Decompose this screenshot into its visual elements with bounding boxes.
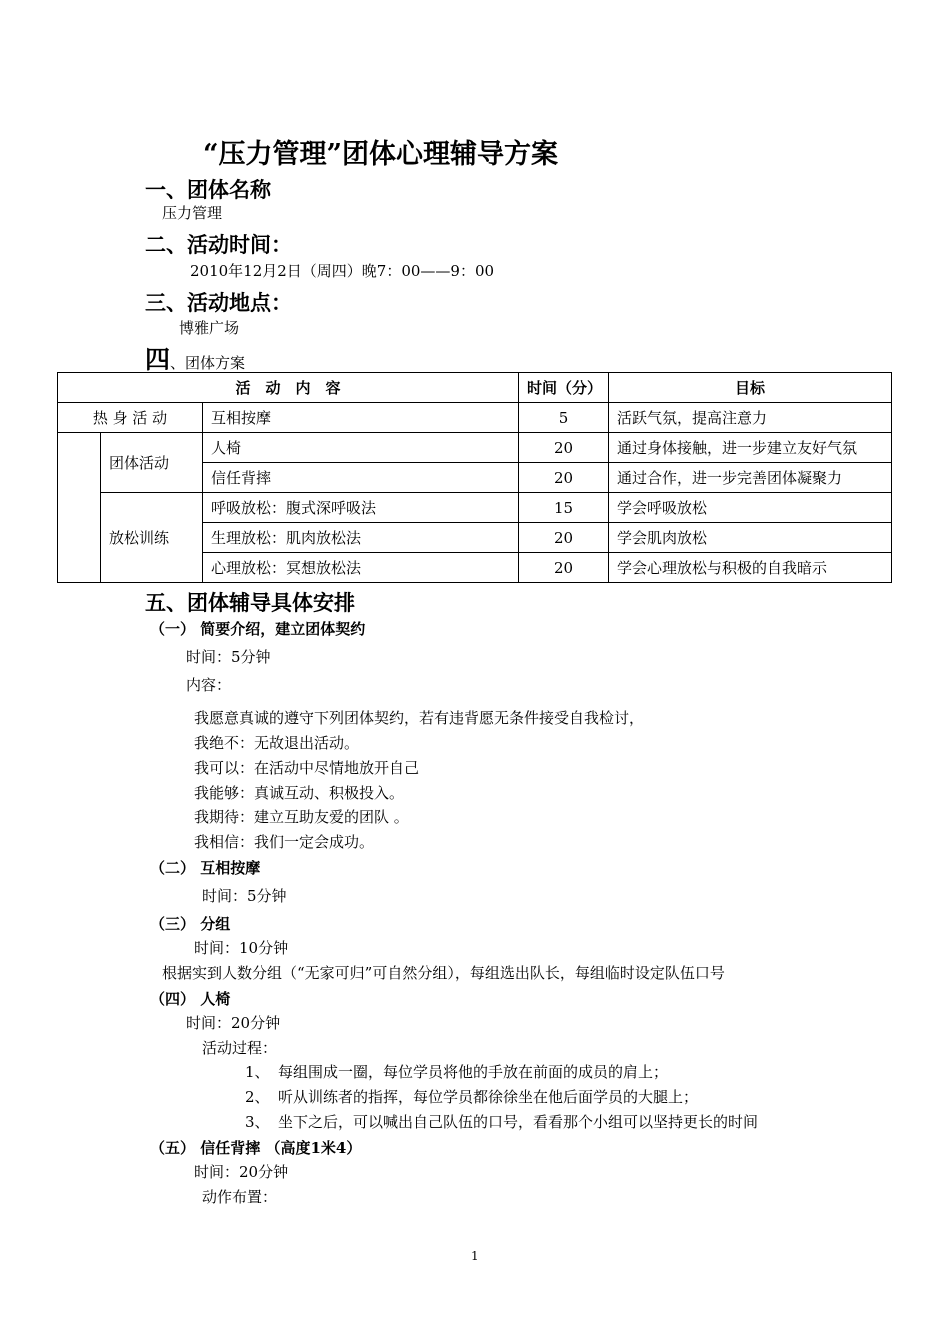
part-1-time: 时间：5分钟	[186, 648, 271, 666]
part-2-heading: （二） 互相按摩	[150, 859, 261, 877]
part-4-time: 时间：20分钟	[186, 1014, 281, 1032]
contract-line: 我绝不：无故退出活动。	[194, 734, 360, 752]
header-time: 时间（分）	[519, 373, 609, 403]
part-5-heading: （五） 信任背摔 （高度1米4）	[150, 1139, 362, 1157]
group-cell: 团体活动	[101, 433, 203, 493]
group-cell: 放松训练	[101, 493, 203, 583]
goal-cell: 学会肌肉放松	[609, 523, 892, 553]
section-4-heading-rest: 、团体方案	[170, 354, 246, 372]
section-2-heading: 二、活动时间：	[145, 232, 292, 257]
section-2-text: 2010年12月2日（周四）晚7：00——9：00	[190, 262, 495, 280]
section-4-heading-mark: 四	[145, 345, 171, 374]
activity-cell: 人椅	[203, 433, 519, 463]
step-number: 2、	[245, 1088, 270, 1106]
table-row	[58, 433, 892, 463]
part-5-setup-label: 动作布置：	[202, 1188, 278, 1206]
contract-line: 我期待：建立互助友爱的团队 。	[194, 808, 409, 826]
time-cell: 5	[519, 403, 609, 433]
time-cell: 20	[519, 433, 609, 463]
time-cell: 20	[519, 523, 609, 553]
step-text: 坐下之后，可以喊出自己队伍的口号，看看那个小组可以坚持更长的时间	[278, 1113, 759, 1131]
time-cell: 20	[519, 463, 609, 493]
part-1-content-label: 内容：	[186, 676, 232, 694]
page-number: 1	[471, 1249, 479, 1263]
time-cell: 20	[519, 553, 609, 583]
section-3-text: 博雅广场	[179, 319, 240, 337]
goal-cell: 通过身体接触，进一步建立友好气氛	[609, 433, 892, 463]
table-row	[58, 493, 892, 523]
table-row	[58, 403, 892, 433]
part-1-heading: （一） 简要介绍，建立团体契约	[150, 620, 366, 638]
step-text: 每组围成一圈，每位学员将他的手放在前面的成员的肩上；	[278, 1063, 669, 1081]
empty-cell	[58, 433, 101, 583]
part-3-heading: （三） 分组	[150, 915, 231, 933]
group-cell: 热 身 活 动	[58, 403, 203, 433]
goal-cell: 通过合作，进一步完善团体凝聚力	[609, 463, 892, 493]
step-number: 1、	[245, 1063, 270, 1081]
part-4-heading: （四） 人椅	[150, 990, 231, 1008]
part-5-time: 时间：20分钟	[194, 1163, 289, 1181]
activity-cell: 信任背摔	[203, 463, 519, 493]
part-3-time: 时间：10分钟	[194, 939, 289, 957]
part-4-process-label: 活动过程：	[202, 1039, 278, 1057]
section-3-heading: 三、活动地点：	[145, 290, 292, 315]
contract-line: 我可以：在活动中尽情地放开自己	[194, 759, 420, 777]
contract-line: 我能够：真诚互动、积极投入。	[194, 784, 405, 802]
section-5-heading: 五、团体辅导具体安排	[145, 590, 355, 615]
goal-cell: 学会呼吸放松	[609, 493, 892, 523]
page-title: “压力管理”团体心理辅导方案	[203, 139, 559, 170]
activity-cell: 呼吸放松：腹式深呼吸法	[203, 493, 519, 523]
section-1-text: 压力管理	[162, 204, 223, 222]
goal-cell: 活跃气氛，提高注意力	[609, 403, 892, 433]
contract-line: 我相信：我们一定会成功。	[194, 833, 375, 851]
activity-cell: 互相按摩	[203, 403, 519, 433]
activity-cell: 心理放松：冥想放松法	[203, 553, 519, 583]
activity-cell: 生理放松：肌肉放松法	[203, 523, 519, 553]
step-text: 听从训练者的指挥，每位学员都徐徐坐在他后面学员的大腿上；	[278, 1088, 699, 1106]
part-3-text: 根据实到人数分组（“无家可归”可自然分组），每组选出队长，每组临时设定队伍口号	[162, 964, 725, 982]
step-number: 3、	[245, 1113, 270, 1131]
contract-line: 我愿意真诚的遵守下列团体契约，若有违背愿无条件接受自我检讨，	[194, 709, 645, 727]
goal-cell: 学会心理放松与积极的自我暗示	[609, 553, 892, 583]
table-header-row	[58, 373, 892, 403]
plan-table	[57, 372, 892, 583]
time-cell: 15	[519, 493, 609, 523]
header-goal: 目标	[609, 373, 892, 403]
part-2-time: 时间：5分钟	[202, 887, 287, 905]
header-content: 活 动 内 容	[58, 373, 519, 403]
section-4-heading	[145, 340, 245, 376]
section-1-heading: 一、团体名称	[145, 177, 271, 202]
